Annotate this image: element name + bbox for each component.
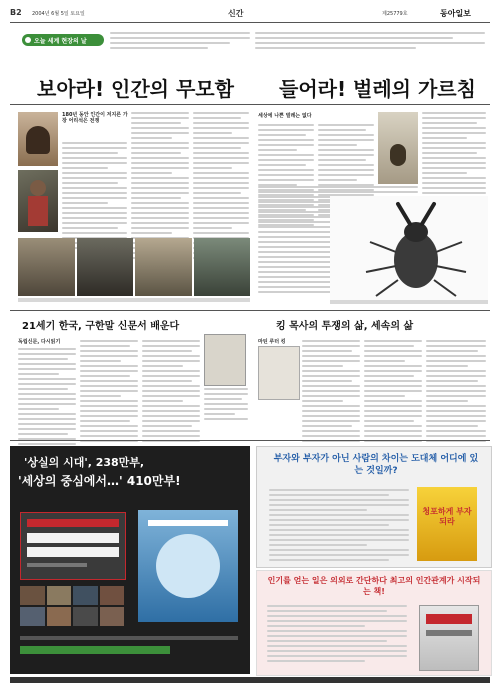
right-bottom-ad-title: 인기를 얻는 일은 의외로 간단하다 최고의 인간관계가 시작되는 책! [267, 576, 481, 596]
mid-right-subhead: 마틴 루터 킹 [258, 339, 286, 345]
right-bottom-ad [256, 570, 492, 676]
left-article-col1 [62, 142, 127, 252]
war-photo-2 [77, 238, 134, 296]
bottom-footer [10, 677, 490, 683]
ad-rule [10, 440, 490, 441]
banner-label: 오늘 세계 현장의 날 [34, 38, 87, 45]
right-photo-caption [330, 300, 488, 304]
war-photo-3 [135, 238, 192, 296]
mid-rule [10, 310, 490, 311]
mid-left-headline: 21세기 한국, 구한말 신문서 배운다 [22, 321, 180, 332]
headline-rule [10, 104, 490, 105]
child-soldier-photo [18, 170, 58, 232]
right-bottom-ad-text [267, 605, 407, 665]
war-photo-1 [18, 238, 75, 296]
mid-left-subhead: 독립신문, 다시읽기 [18, 339, 61, 345]
left-ad-title-line1: '상실의 시대', 238만부, [24, 456, 145, 469]
left-ad-film-grid [20, 586, 124, 626]
newspaper-book-image [204, 334, 246, 386]
insect-book-cover [378, 112, 418, 184]
mid-left-col4 [204, 388, 248, 423]
left-photo-strip [18, 238, 250, 296]
left-article-subhead: 180년 동안 인간이 저지른 가장 어리석은 전쟁 [62, 112, 128, 124]
section-title: 신간 [228, 9, 244, 18]
right-top-ad [256, 446, 492, 568]
paper-logo: 동아일보 [440, 9, 471, 18]
mid-right-col2 [364, 340, 422, 445]
mid-left-col2 [80, 340, 138, 445]
banner-box [22, 34, 104, 46]
right-main-headline: 들어라! 벌레의 가르침 [279, 77, 476, 101]
right-bottom-ad-book [419, 605, 479, 671]
issue-date: 2004년 6월 5일 토요일 [32, 11, 85, 17]
beetle-photo [330, 196, 488, 300]
king-book-cover [258, 346, 300, 400]
issue-number: 제25779호 [382, 11, 408, 17]
left-ad [10, 446, 250, 674]
left-ad-footer2 [20, 646, 170, 654]
left-ad-book-cover [138, 510, 238, 622]
war-photo-4 [194, 238, 251, 296]
mid-right-headline: 킹 목사의 투쟁의 삶, 세속의 삶 [276, 321, 414, 332]
mid-right-col1 [302, 340, 360, 445]
banner-dot-icon [25, 37, 31, 43]
banner-intro-text-left [110, 32, 250, 52]
left-book-cover-image [18, 112, 58, 166]
mid-left-col3 [142, 340, 200, 445]
page-header [10, 8, 490, 20]
right-top-ad-book [417, 487, 477, 561]
mid-right-col3 [426, 340, 486, 445]
right-top-ad-title: 부자와 부자가 아닌 사람의 차이는 도대체 어디에 있는 것일까? [273, 454, 479, 476]
left-ad-footer [20, 636, 238, 640]
right-book-title: 청포하게 부자 되라 [422, 507, 472, 526]
left-ad-promo-box [20, 512, 126, 580]
beetle-icon [330, 196, 488, 300]
left-ad-title-line2: '세상의 중심에서…' 410만부! [18, 474, 181, 488]
banner-intro-text [255, 32, 485, 52]
header-rule [10, 22, 490, 23]
right-top-ad-text [269, 489, 409, 564]
right-article-subhead: 세상에 나쁜 벌레는 없다 [258, 113, 312, 119]
mid-left-col1 [18, 348, 76, 448]
left-main-headline: 보아라! 인간의 무모함 [37, 77, 234, 101]
page-number: B2 [10, 8, 22, 17]
left-photo-caption [18, 298, 250, 302]
